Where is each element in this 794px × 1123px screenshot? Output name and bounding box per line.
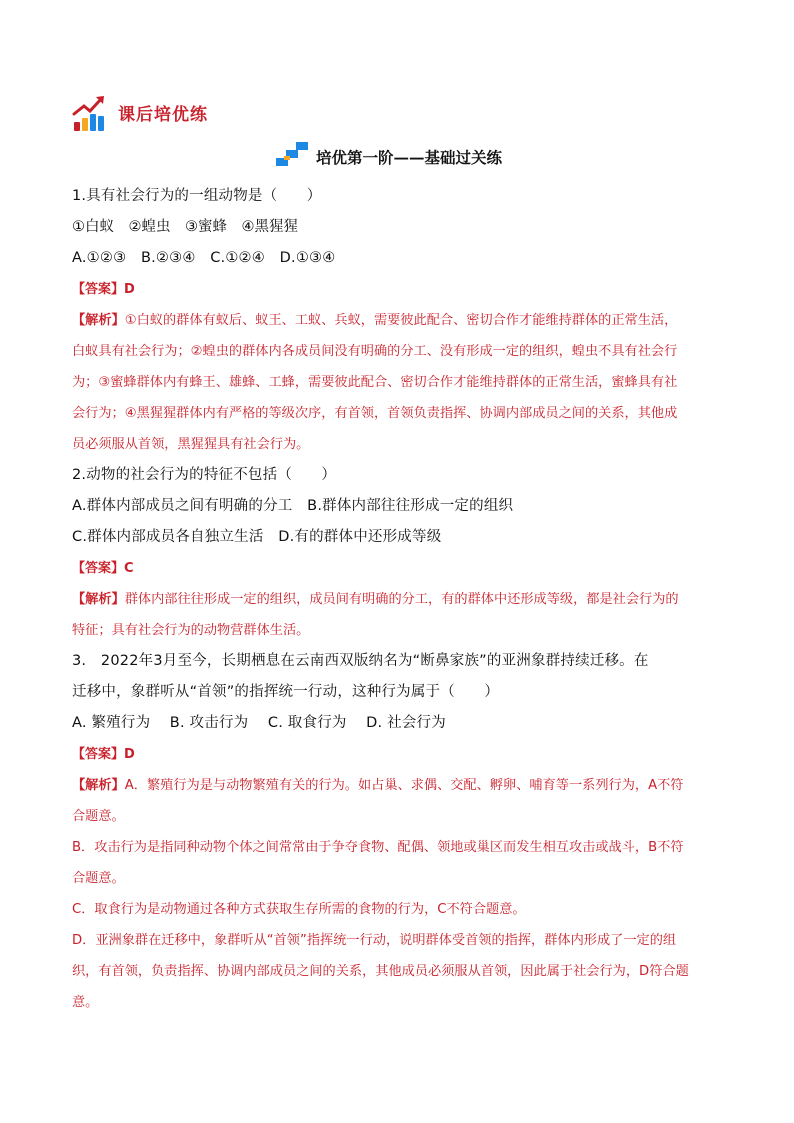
explanation: [72, 305, 724, 336]
answer-tag: 【答案】: [72, 747, 125, 762]
explanation-line: 群体内部往往形成一定的组织，成员间有明确的分工，有的群体中还形成等级，都是社会行为的: [124, 592, 679, 607]
question-items: ①白蚁 ②蝗虫 ③蜜蜂 ④黑猩猩: [72, 219, 298, 235]
answer-value: D: [124, 282, 135, 297]
question-options: A. 繁殖行为 B. 攻击行为 C. 取食行为 D. 社会行为: [72, 715, 446, 731]
question-stem: 3. 2022年3月至今，长期栖息在云南西双版纳名为“断鼻家族”的亚洲象群持续迁移。在: [72, 653, 649, 669]
answer-line: [72, 553, 724, 584]
explanation-tag: 【解析】: [72, 778, 125, 793]
question-list: [72, 181, 724, 1018]
answer-line: [72, 274, 724, 305]
question-options: C.群体内部成员各自独立生活 D.有的群体中还形成等级: [72, 529, 442, 545]
explanation-line: 白蚁具有社会行为；②蝗虫的群体内各成员间没有明确的分工、没有形成一定的组织，蝗虫不具有社会行: [72, 344, 678, 359]
explanation: [72, 584, 724, 615]
question-stem: 2.动物的社会行为的特征不包括（ ）: [72, 467, 337, 483]
explanation-line: 员必须服从首领，黑猩猩具有社会行为。: [72, 437, 310, 452]
section-banner: [72, 92, 208, 132]
explanation-line: 合题意。: [72, 871, 125, 886]
explanation-line: 织，有首领，负责指挥、协调内部成员之间的关系，其他成员必须服从首领，因此属于社会行为，D符合题: [72, 964, 689, 979]
explanation-line: D．亚洲象群在迁移中，象群听从“首领”指挥统一行动，说明群体受首领的指挥，群体内形成了一定的组: [72, 933, 677, 948]
explanation-line: 合题意。: [72, 809, 125, 824]
question-2: [72, 460, 724, 646]
question-1: [72, 181, 724, 460]
question-3: [72, 646, 724, 1018]
answer-value: C: [124, 561, 134, 576]
section-title: 培优第一阶——基础过关练: [316, 148, 503, 167]
stairs-icon: [276, 142, 310, 168]
answer-tag: 【答案】: [72, 282, 125, 297]
explanation-line: 特征；具有社会行为的动物营群体生活。: [72, 623, 310, 638]
explanation-line: 为；③蜜蜂群体内有蜂王、雄蜂、工蜂，需要彼此配合、密切合作才能维持群体的正常生活，蜜蜂具有社: [72, 375, 678, 390]
explanation-line: C．取食行为是动物通过各种方式获取生存所需的食物的行为，C不符合题意。: [72, 902, 526, 917]
explanation-tag: 【解析】: [72, 313, 125, 328]
explanation-line: B．攻击行为是指同种动物个体之间常常由于争夺食物、配偶、领地或巢区而发生相互攻击或战斗，B不符: [72, 840, 684, 855]
question-options: A.①②③ B.②③④ C.①②④ D.①③④: [72, 250, 336, 266]
answer-value: D: [124, 747, 135, 762]
answer-tag: 【答案】: [72, 561, 125, 576]
question-stem: 1.具有社会行为的一组动物是（ ）: [72, 188, 322, 204]
explanation-line: ①白蚁的群体有蚁后、蚁王、工蚁、兵蚁，需要彼此配合、密切合作才能维持群体的正常生活，: [124, 313, 678, 328]
question-stem: 迁移中，象群听从“首领”的指挥统一行动，这种行为属于（ ）: [72, 684, 500, 700]
banner-title: 课后培优练: [118, 104, 208, 125]
section-header: [276, 142, 502, 168]
question-options: A.群体内部成员之间有明确的分工 B.群体内部往往形成一定的组织: [72, 498, 514, 514]
explanation-line: A．繁殖行为是与动物繁殖有关的行为。如占巢、求偶、交配、孵卵、哺育等一系列行为，A不符: [124, 778, 684, 793]
answer-line: [72, 739, 724, 770]
bar-chart-icon: [72, 92, 108, 132]
explanation-tag: 【解析】: [72, 592, 125, 607]
explanation-line: 会行为；④黑猩猩群体内有严格的等级次序，有首领，首领负责指挥、协调内部成员之间的关系，其他成: [72, 406, 678, 421]
explanation-line: 意。: [72, 995, 99, 1010]
explanation: [72, 770, 724, 801]
